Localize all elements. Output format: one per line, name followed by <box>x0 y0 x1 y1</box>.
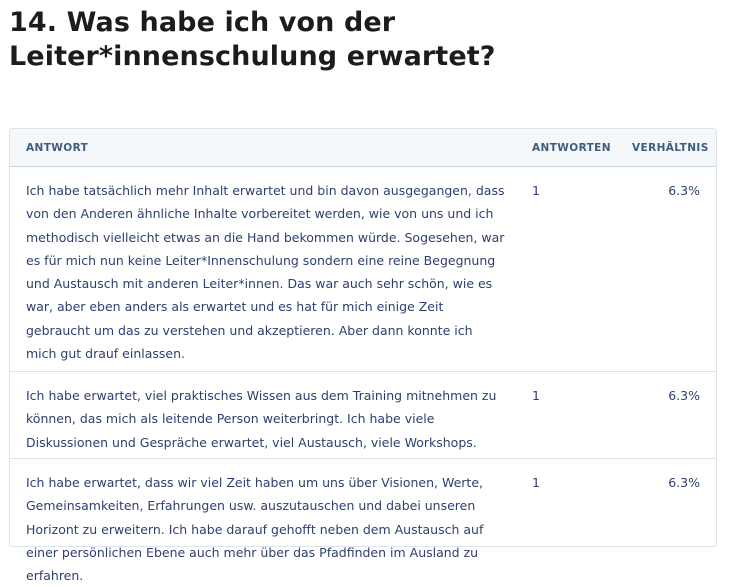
answer-text: Ich habe tatsächlich mehr Inhalt erwartet und bin davon ausgegangen, dass von den Anderen ähnliche Inhalte vorbereitet werden, wie von uns und ich methodisch vielleicht etwas an die Hand bekommen würde. Sogesehen, war es für mich nun keine Leiter*Innenschulung sondern eine reine Begegnung und Austausch mit anderen Leiter*innen. Das war auch sehr schön, wie es war, aber eben anders als erwartet und es hat für mich einige Zeit gebraucht um das zu verstehen und akzeptieren. Aber dann konnte ich mich gut drauf einlassen. <box>26 183 505 362</box>
answer-count: 1 <box>532 475 540 490</box>
answer-count: 1 <box>532 388 540 403</box>
table-row <box>10 167 716 372</box>
answer-text: Ich habe erwartet, viel praktisches Wissen aus dem Training mitnehmen zu können, das mich als leitende Person weiterbringt. Ich habe viele Diskussionen und Gespräche erwartet, viel Austausch, viele Workshops. <box>26 388 497 450</box>
answer-ratio: 6.3% <box>668 475 700 490</box>
responses-table[interactable] <box>9 128 717 584</box>
header-answer: ANTWORT <box>26 142 89 154</box>
table-row <box>10 459 716 584</box>
answer-count: 1 <box>532 183 540 198</box>
table-header <box>10 129 716 167</box>
answer-ratio: 6.3% <box>668 183 700 198</box>
answer-ratio: 6.3% <box>668 388 700 403</box>
table-row <box>10 372 716 459</box>
question-title: 14. Was habe ich von der Leiter*innenschulung erwartet? <box>9 7 496 72</box>
header-ratio: VERHÄLTNIS <box>632 142 709 154</box>
answer-text: Ich habe erwartet, dass wir viel Zeit haben um uns über Visionen, Werte, Gemeinsamkeiten, Erfahrungen usw. auszutauschen und dabei unseren Horizont zu erweitern. Ich habe darauf gehofft neben dem Austausch auf einer persönlichen Ebene auch mehr über das Pfadfinden im Ausland zu erfahren. <box>26 475 484 584</box>
header-responses: ANTWORTEN <box>532 142 611 154</box>
